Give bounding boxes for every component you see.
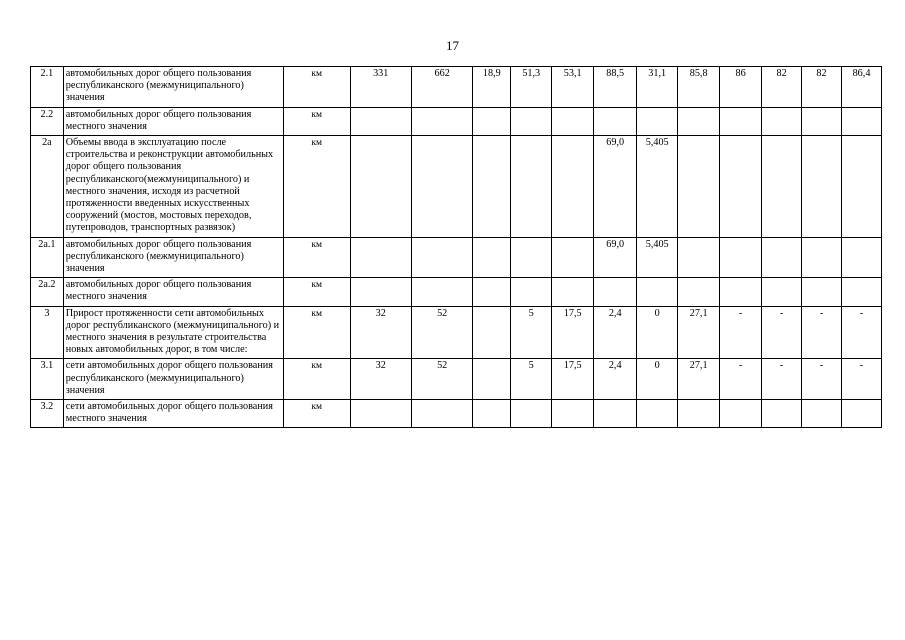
table-row bbox=[31, 306, 882, 359]
row-value-cell bbox=[720, 237, 762, 278]
table-row bbox=[31, 359, 882, 400]
row-value-cell: 52 bbox=[411, 306, 472, 359]
row-value-cell: 82 bbox=[762, 67, 802, 108]
row-value-cell: 85,8 bbox=[678, 67, 720, 108]
row-value-cell: 52 bbox=[411, 359, 472, 400]
row-value-cell: 32 bbox=[350, 306, 411, 359]
row-value-cell: 51,3 bbox=[511, 67, 552, 108]
row-value-cell bbox=[552, 278, 594, 306]
row-unit: км bbox=[283, 107, 350, 135]
row-value-cell bbox=[594, 107, 637, 135]
row-description: Прирост протяженности сети автомобильных дорог республиканского (межмуниципального) и местного значения в результате строительства новых автомобильных дорог, в том числе: bbox=[63, 306, 283, 359]
table-row bbox=[31, 107, 882, 135]
row-unit: км bbox=[283, 278, 350, 306]
row-value-cell bbox=[511, 107, 552, 135]
row-value-cell bbox=[552, 237, 594, 278]
row-value-cell: - bbox=[720, 306, 762, 359]
row-value-cell bbox=[720, 136, 762, 238]
row-value-cell bbox=[350, 237, 411, 278]
row-value-cell: - bbox=[841, 359, 881, 400]
row-value-cell: 2,4 bbox=[594, 359, 637, 400]
row-value-cell bbox=[411, 400, 472, 428]
row-value-cell: 27,1 bbox=[678, 306, 720, 359]
row-number: 3 bbox=[31, 306, 64, 359]
row-value-cell bbox=[511, 136, 552, 238]
table-row bbox=[31, 400, 882, 428]
row-unit: км bbox=[283, 237, 350, 278]
row-number: 2а.1 bbox=[31, 237, 64, 278]
row-value-cell bbox=[762, 237, 802, 278]
row-value-cell bbox=[637, 278, 678, 306]
row-value-cell: 5 bbox=[511, 306, 552, 359]
row-value-cell bbox=[411, 107, 472, 135]
row-unit: км bbox=[283, 67, 350, 108]
row-value-cell bbox=[841, 278, 881, 306]
row-value-cell bbox=[678, 400, 720, 428]
row-number: 3.2 bbox=[31, 400, 64, 428]
row-value-cell bbox=[511, 278, 552, 306]
row-description: сети автомобильных дорог общего пользования республиканского (межмуниципального) значения bbox=[63, 359, 283, 400]
table-row bbox=[31, 237, 882, 278]
table-row bbox=[31, 278, 882, 306]
row-value-cell: - bbox=[841, 306, 881, 359]
row-value-cell bbox=[473, 306, 511, 359]
row-value-cell: 18,9 bbox=[473, 67, 511, 108]
row-value-cell bbox=[762, 278, 802, 306]
row-value-cell bbox=[411, 237, 472, 278]
row-value-cell bbox=[678, 107, 720, 135]
row-value-cell bbox=[678, 237, 720, 278]
row-value-cell bbox=[720, 400, 762, 428]
row-description: автомобильных дорог общего пользования местного значения bbox=[63, 278, 283, 306]
row-number: 3.1 bbox=[31, 359, 64, 400]
row-value-cell: 27,1 bbox=[678, 359, 720, 400]
row-value-cell bbox=[678, 136, 720, 238]
row-value-cell bbox=[720, 107, 762, 135]
row-description: сети автомобильных дорог общего пользования местного значения bbox=[63, 400, 283, 428]
row-value-cell bbox=[511, 237, 552, 278]
row-value-cell bbox=[552, 136, 594, 238]
row-description: Объемы ввода в эксплуатацию после строительства и реконструкции автомобильных дорог общего пользования республиканского(межмуниципального) и местного значения, исходя из расчетной протяженности введенных искусственных сооружений (мостов, мостовых переходов, путепроводов, транспортных развязок) bbox=[63, 136, 283, 238]
row-value-cell: 331 bbox=[350, 67, 411, 108]
row-number: 2а bbox=[31, 136, 64, 238]
row-value-cell bbox=[473, 237, 511, 278]
indicators-table bbox=[30, 66, 882, 428]
row-value-cell bbox=[473, 136, 511, 238]
row-value-cell: 662 bbox=[411, 67, 472, 108]
row-value-cell: 32 bbox=[350, 359, 411, 400]
row-value-cell: 69,0 bbox=[594, 136, 637, 238]
row-value-cell bbox=[637, 107, 678, 135]
row-value-cell bbox=[762, 107, 802, 135]
row-value-cell: 31,1 bbox=[637, 67, 678, 108]
table-row bbox=[31, 136, 882, 238]
row-value-cell bbox=[594, 400, 637, 428]
row-value-cell bbox=[802, 278, 842, 306]
row-value-cell bbox=[678, 278, 720, 306]
row-value-cell bbox=[411, 278, 472, 306]
row-value-cell: 0 bbox=[637, 359, 678, 400]
row-value-cell bbox=[552, 400, 594, 428]
row-unit: км bbox=[283, 359, 350, 400]
row-value-cell: 5,405 bbox=[637, 237, 678, 278]
row-unit: км bbox=[283, 306, 350, 359]
row-value-cell: 82 bbox=[802, 67, 842, 108]
row-value-cell: 5 bbox=[511, 359, 552, 400]
row-value-cell bbox=[350, 136, 411, 238]
row-value-cell: 2,4 bbox=[594, 306, 637, 359]
row-value-cell bbox=[802, 136, 842, 238]
row-value-cell bbox=[802, 107, 842, 135]
row-value-cell: - bbox=[802, 306, 842, 359]
row-description: автомобильных дорог общего пользования республиканского (межмуниципального) значения bbox=[63, 237, 283, 278]
page-number: 17 bbox=[446, 38, 459, 53]
table-body bbox=[31, 67, 882, 428]
row-value-cell: 5,405 bbox=[637, 136, 678, 238]
row-value-cell: - bbox=[802, 359, 842, 400]
row-value-cell: 17,5 bbox=[552, 306, 594, 359]
row-number: 2.2 bbox=[31, 107, 64, 135]
row-value-cell: 17,5 bbox=[552, 359, 594, 400]
row-value-cell bbox=[411, 136, 472, 238]
row-value-cell: 69,0 bbox=[594, 237, 637, 278]
row-value-cell bbox=[841, 400, 881, 428]
row-value-cell bbox=[720, 278, 762, 306]
row-value-cell bbox=[841, 107, 881, 135]
row-value-cell bbox=[802, 237, 842, 278]
row-value-cell: 53,1 bbox=[552, 67, 594, 108]
row-value-cell: 86 bbox=[720, 67, 762, 108]
row-description: автомобильных дорог общего пользования местного значения bbox=[63, 107, 283, 135]
row-value-cell: 88,5 bbox=[594, 67, 637, 108]
row-value-cell bbox=[841, 237, 881, 278]
row-value-cell bbox=[637, 400, 678, 428]
row-value-cell bbox=[762, 136, 802, 238]
row-number: 2а.2 bbox=[31, 278, 64, 306]
row-unit: км bbox=[283, 136, 350, 238]
table-row bbox=[31, 67, 882, 108]
row-value-cell: - bbox=[762, 359, 802, 400]
row-value-cell bbox=[841, 136, 881, 238]
row-value-cell: 0 bbox=[637, 306, 678, 359]
row-value-cell: - bbox=[720, 359, 762, 400]
row-number: 2.1 bbox=[31, 67, 64, 108]
row-value-cell bbox=[802, 400, 842, 428]
row-value-cell bbox=[473, 278, 511, 306]
row-value-cell bbox=[473, 359, 511, 400]
row-value-cell bbox=[350, 107, 411, 135]
row-unit: км bbox=[283, 400, 350, 428]
row-value-cell: 86,4 bbox=[841, 67, 881, 108]
row-description: автомобильных дорог общего пользования республиканского (межмуниципального) значения bbox=[63, 67, 283, 108]
row-value-cell bbox=[762, 400, 802, 428]
row-value-cell bbox=[350, 400, 411, 428]
row-value-cell bbox=[511, 400, 552, 428]
row-value-cell bbox=[552, 107, 594, 135]
row-value-cell bbox=[473, 400, 511, 428]
row-value-cell bbox=[350, 278, 411, 306]
row-value-cell: - bbox=[762, 306, 802, 359]
row-value-cell bbox=[594, 278, 637, 306]
row-value-cell bbox=[473, 107, 511, 135]
